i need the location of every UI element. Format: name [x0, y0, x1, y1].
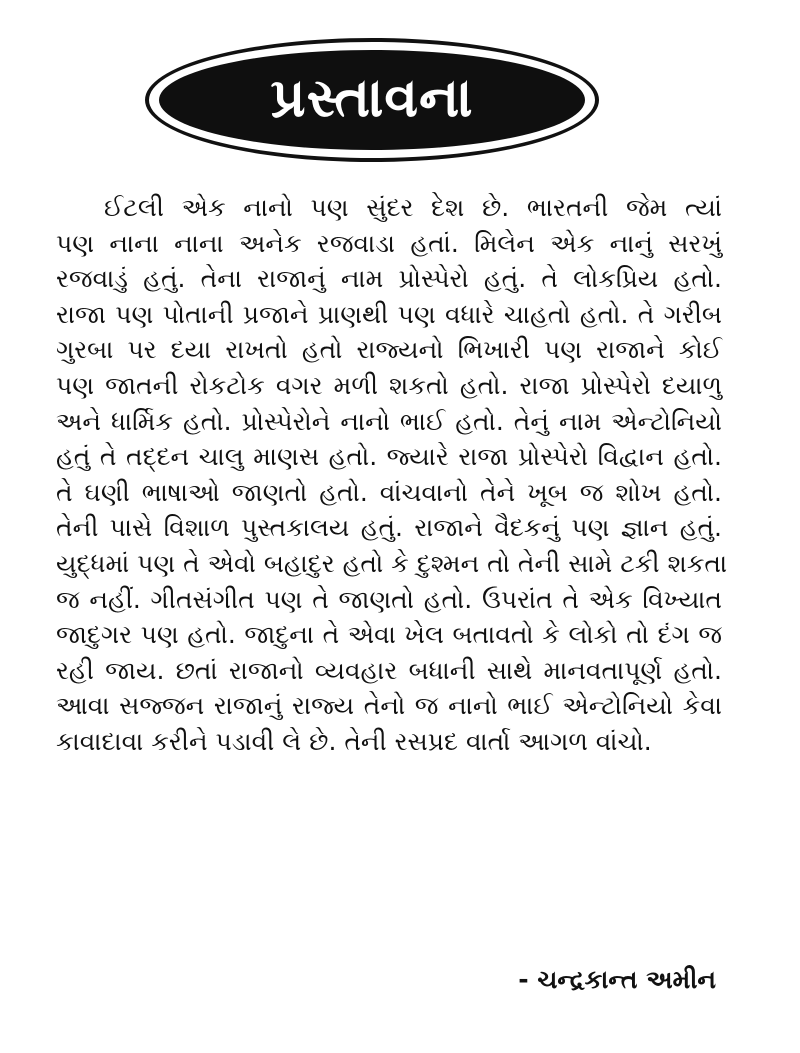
paragraph-line: રહી જાય. છતાં રાજાનો વ્યવહાર બધાની સાથે માનવતાપૂર્ણ હતો. — [56, 655, 722, 685]
paragraph-line: ઈટલી એક નાનો પણ સુંદર દેશ છે. ભારતની જેમ ત્યાં — [104, 193, 722, 222]
paragraph-line: અને ધાર્મિક હતો. પ્રોસ્પેરોને નાનો ભાઈ હતો. તેનું નામ એન્ટોનિયો — [56, 406, 722, 436]
title-banner — [145, 38, 599, 162]
paragraph-line: પણ જાતની રોકટોક વગર મળી શકતો હતો. રાજા પ્રોસ્પેરો દયાળુ — [56, 370, 722, 400]
paragraph-line: જાદુગર પણ હતો. જાદુના તે એવા ખેલ બતાવતો કે લોકો તો દંગ જ — [56, 620, 722, 650]
paragraph-line: યુદ્ધમાં પણ તે એવો બહાદુર હતો કે દુશ્મન તો તેની સામે ટકી શકતા — [56, 548, 728, 578]
author-signature: - ચન્દ્રકાન્ત અમીન — [518, 965, 716, 994]
paragraph-line: જ નહીં. ગીતસંગીત પણ તે જાણતો હતો. ઉપરાંત તે એક વિખ્યાત — [56, 584, 722, 614]
paragraph-line: રાજા પણ પોતાની પ્રજાને પ્રાણથી પણ વધારે ચાહતો હતો. તે ગરીબ — [56, 299, 722, 329]
paragraph-line: આવા સજ્જન રાજાનું રાજ્ય તેનો જ નાનો ભાઈ એન્ટોનિયો કેવા — [56, 691, 722, 721]
paragraph-line: હતું તે તદ્દન ચાલુ માણસ હતો. જ્યારે રાજા પ્રોસ્પેરો વિદ્વાન હતો. — [56, 442, 722, 472]
paragraph-line: તેની પાસે વિશાળ પુસ્તકાલય હતું. રાજાને વૈદકનું પણ જ્ઞાન હતું. — [56, 513, 722, 543]
paragraph-line: પણ નાના નાના અનેક રજવાડા હતાં. મિલેન એક નાનું સરખું — [56, 228, 722, 258]
paragraph-line: કાવાદાવા કરીને પડાવી લે છે. તેની રસપ્રદ વાર્તા આગળ વાંચો. — [56, 726, 652, 756]
page-title: પ્રસ્તાવના — [270, 66, 474, 129]
paragraph-line: ગુરબા પર દયા રાખતો હતો રાજ્યનો ભિખારી પણ રાજાને કોઈ — [56, 335, 722, 365]
paragraph-line: રજવાડું હતું. તેના રાજાનું નામ પ્રોસ્પેરો હતું. તે લોકપ્રિય હતો. — [56, 264, 722, 294]
preface-paragraph — [56, 190, 728, 760]
paragraph-line: તે ઘણી ભાષાઓ જાણતો હતો. વાંચવાનો તેને ખૂબ જ શોખ હતો. — [56, 477, 722, 507]
